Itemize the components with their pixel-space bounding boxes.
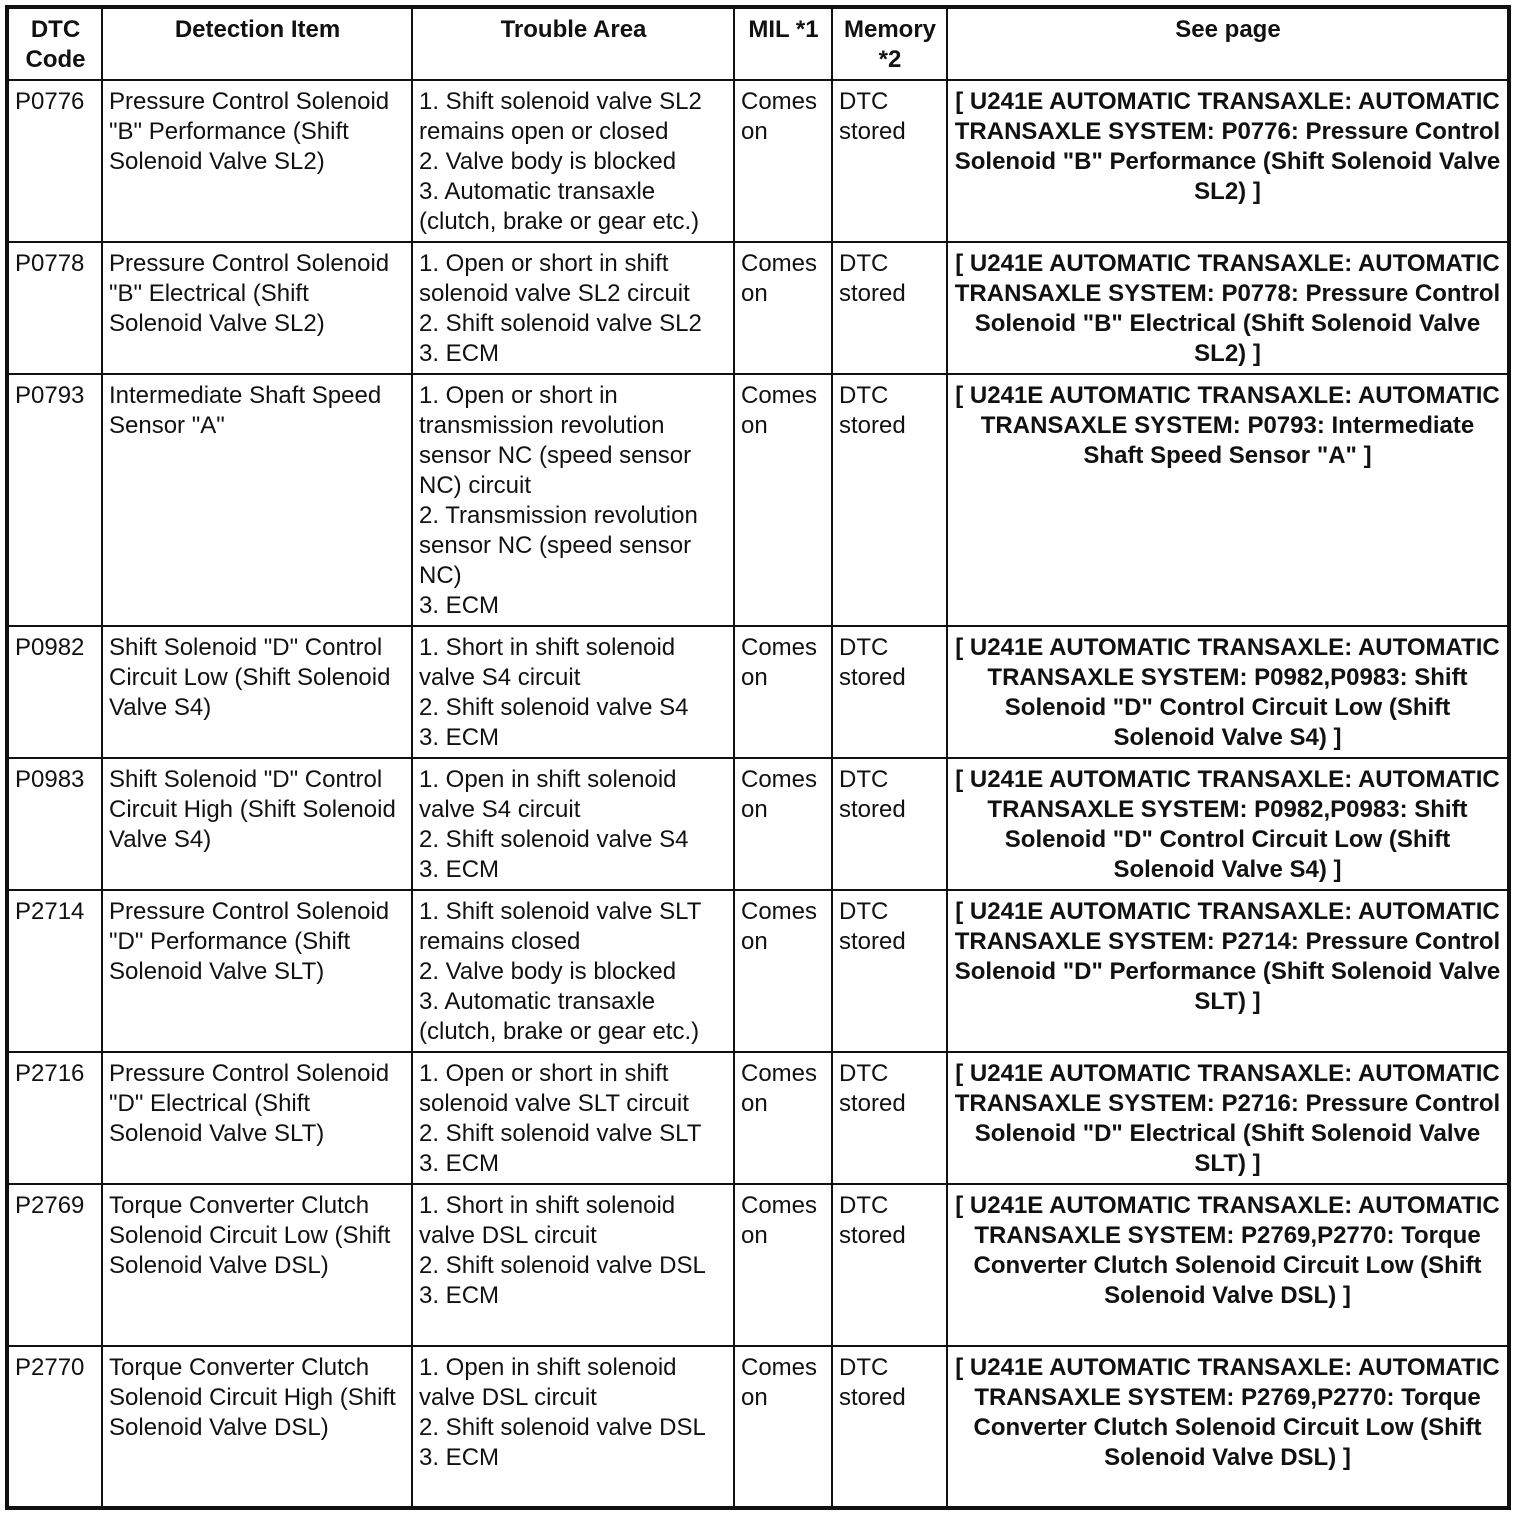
cell-mil: Comes on bbox=[734, 626, 832, 758]
cell-detection-item: Pressure Control Solenoid "B" Performance (Shift Solenoid Valve SL2) bbox=[102, 80, 412, 242]
cell-detection-item: Torque Converter Clutch Solenoid Circuit High (Shift Solenoid Valve DSL) bbox=[102, 1346, 412, 1508]
table-row bbox=[7, 1346, 1509, 1508]
cell-dtc-code: P2714 bbox=[7, 890, 102, 1052]
cell-dtc-code: P2769 bbox=[7, 1184, 102, 1346]
cell-dtc-code: P0983 bbox=[7, 758, 102, 890]
cell-trouble-area: 1. Shift solenoid valve SLT remains closed 2. Valve body is blocked 3. Automatic transaxle (clutch, brake or gear etc.) bbox=[412, 890, 734, 1052]
cell-dtc-code: P2716 bbox=[7, 1052, 102, 1184]
cell-see-page-link[interactable]: [ U241E AUTOMATIC TRANSAXLE: AUTOMATIC TRANSAXLE SYSTEM: P2769,P2770: Torque Converter Clutch Solenoid Circuit Low (Shift Solenoid Valve DSL) ] bbox=[947, 1184, 1509, 1346]
dtc-table bbox=[5, 5, 1511, 1510]
header-see-page: See page bbox=[947, 7, 1509, 80]
cell-see-page-link[interactable]: [ U241E AUTOMATIC TRANSAXLE: AUTOMATIC TRANSAXLE SYSTEM: P0776: Pressure Control Solenoid "B" Performance (Shift Solenoid Valve SL2) ] bbox=[947, 80, 1509, 242]
cell-dtc-code: P0793 bbox=[7, 374, 102, 626]
cell-see-page-link[interactable]: [ U241E AUTOMATIC TRANSAXLE: AUTOMATIC TRANSAXLE SYSTEM: P0793: Intermediate Shaft Speed Sensor "A" ] bbox=[947, 374, 1509, 626]
table-row bbox=[7, 1184, 1509, 1346]
cell-memory: DTC stored bbox=[832, 1052, 947, 1184]
cell-mil: Comes on bbox=[734, 1052, 832, 1184]
header-trouble-area: Trouble Area bbox=[412, 7, 734, 80]
cell-trouble-area: 1. Open in shift solenoid valve DSL circuit 2. Shift solenoid valve DSL 3. ECM bbox=[412, 1346, 734, 1508]
cell-see-page-link[interactable]: [ U241E AUTOMATIC TRANSAXLE: AUTOMATIC TRANSAXLE SYSTEM: P2769,P2770: Torque Converter Clutch Solenoid Circuit Low (Shift Solenoid Valve DSL) ] bbox=[947, 1346, 1509, 1508]
cell-mil: Comes on bbox=[734, 242, 832, 374]
table-row bbox=[7, 890, 1509, 1052]
header-detection-item: Detection Item bbox=[102, 7, 412, 80]
cell-mil: Comes on bbox=[734, 80, 832, 242]
cell-detection-item: Shift Solenoid "D" Control Circuit High (Shift Solenoid Valve S4) bbox=[102, 758, 412, 890]
table-row bbox=[7, 626, 1509, 758]
header-dtc-code: DTC Code bbox=[7, 7, 102, 80]
cell-memory: DTC stored bbox=[832, 374, 947, 626]
cell-mil: Comes on bbox=[734, 890, 832, 1052]
cell-trouble-area: 1. Open or short in transmission revolution sensor NC (speed sensor NC) circuit 2. Transmission revolution sensor NC (speed sensor NC) 3. ECM bbox=[412, 374, 734, 626]
cell-detection-item: Pressure Control Solenoid "D" Performance (Shift Solenoid Valve SLT) bbox=[102, 890, 412, 1052]
cell-mil: Comes on bbox=[734, 1184, 832, 1346]
cell-trouble-area: 1. Shift solenoid valve SL2 remains open or closed 2. Valve body is blocked 3. Automatic transaxle (clutch, brake or gear etc.) bbox=[412, 80, 734, 242]
cell-memory: DTC stored bbox=[832, 626, 947, 758]
cell-memory: DTC stored bbox=[832, 758, 947, 890]
cell-see-page-link[interactable]: [ U241E AUTOMATIC TRANSAXLE: AUTOMATIC TRANSAXLE SYSTEM: P0982,P0983: Shift Solenoid "D" Control Circuit Low (Shift Solenoid Valve S4) ] bbox=[947, 626, 1509, 758]
cell-dtc-code: P2770 bbox=[7, 1346, 102, 1508]
cell-mil: Comes on bbox=[734, 374, 832, 626]
cell-detection-item: Torque Converter Clutch Solenoid Circuit Low (Shift Solenoid Valve DSL) bbox=[102, 1184, 412, 1346]
dtc-table-container bbox=[5, 5, 1511, 1510]
table-row bbox=[7, 80, 1509, 242]
cell-dtc-code: P0982 bbox=[7, 626, 102, 758]
cell-see-page-link[interactable]: [ U241E AUTOMATIC TRANSAXLE: AUTOMATIC TRANSAXLE SYSTEM: P0778: Pressure Control Solenoid "B" Electrical (Shift Solenoid Valve SL2) ] bbox=[947, 242, 1509, 374]
cell-memory: DTC stored bbox=[832, 1346, 947, 1508]
cell-see-page-link[interactable]: [ U241E AUTOMATIC TRANSAXLE: AUTOMATIC TRANSAXLE SYSTEM: P2716: Pressure Control Solenoid "D" Electrical (Shift Solenoid Valve SLT) ] bbox=[947, 1052, 1509, 1184]
cell-memory: DTC stored bbox=[832, 890, 947, 1052]
cell-mil: Comes on bbox=[734, 1346, 832, 1508]
table-row bbox=[7, 374, 1509, 626]
cell-detection-item: Pressure Control Solenoid "B" Electrical (Shift Solenoid Valve SL2) bbox=[102, 242, 412, 374]
header-mil: MIL *1 bbox=[734, 7, 832, 80]
cell-see-page-link[interactable]: [ U241E AUTOMATIC TRANSAXLE: AUTOMATIC TRANSAXLE SYSTEM: P2714: Pressure Control Solenoid "D" Performance (Shift Solenoid Valve SLT) ] bbox=[947, 890, 1509, 1052]
header-memory: Memory *2 bbox=[832, 7, 947, 80]
cell-trouble-area: 1. Open in shift solenoid valve S4 circuit 2. Shift solenoid valve S4 3. ECM bbox=[412, 758, 734, 890]
cell-trouble-area: 1. Open or short in shift solenoid valve SLT circuit 2. Shift solenoid valve SLT 3. ECM bbox=[412, 1052, 734, 1184]
cell-memory: DTC stored bbox=[832, 242, 947, 374]
cell-see-page-link[interactable]: [ U241E AUTOMATIC TRANSAXLE: AUTOMATIC TRANSAXLE SYSTEM: P0982,P0983: Shift Solenoid "D" Control Circuit Low (Shift Solenoid Valve S4) ] bbox=[947, 758, 1509, 890]
cell-trouble-area: 1. Short in shift solenoid valve S4 circuit 2. Shift solenoid valve S4 3. ECM bbox=[412, 626, 734, 758]
cell-dtc-code: P0776 bbox=[7, 80, 102, 242]
cell-dtc-code: P0778 bbox=[7, 242, 102, 374]
cell-detection-item: Shift Solenoid "D" Control Circuit Low (Shift Solenoid Valve S4) bbox=[102, 626, 412, 758]
cell-mil: Comes on bbox=[734, 758, 832, 890]
cell-detection-item: Pressure Control Solenoid "D" Electrical (Shift Solenoid Valve SLT) bbox=[102, 1052, 412, 1184]
table-row bbox=[7, 242, 1509, 374]
cell-memory: DTC stored bbox=[832, 80, 947, 242]
table-header-row bbox=[7, 7, 1509, 80]
cell-memory: DTC stored bbox=[832, 1184, 947, 1346]
table-row bbox=[7, 758, 1509, 890]
cell-trouble-area: 1. Open or short in shift solenoid valve SL2 circuit 2. Shift solenoid valve SL2 3. ECM bbox=[412, 242, 734, 374]
cell-detection-item: Intermediate Shaft Speed Sensor "A" bbox=[102, 374, 412, 626]
table-row bbox=[7, 1052, 1509, 1184]
cell-trouble-area: 1. Short in shift solenoid valve DSL circuit 2. Shift solenoid valve DSL 3. ECM bbox=[412, 1184, 734, 1346]
